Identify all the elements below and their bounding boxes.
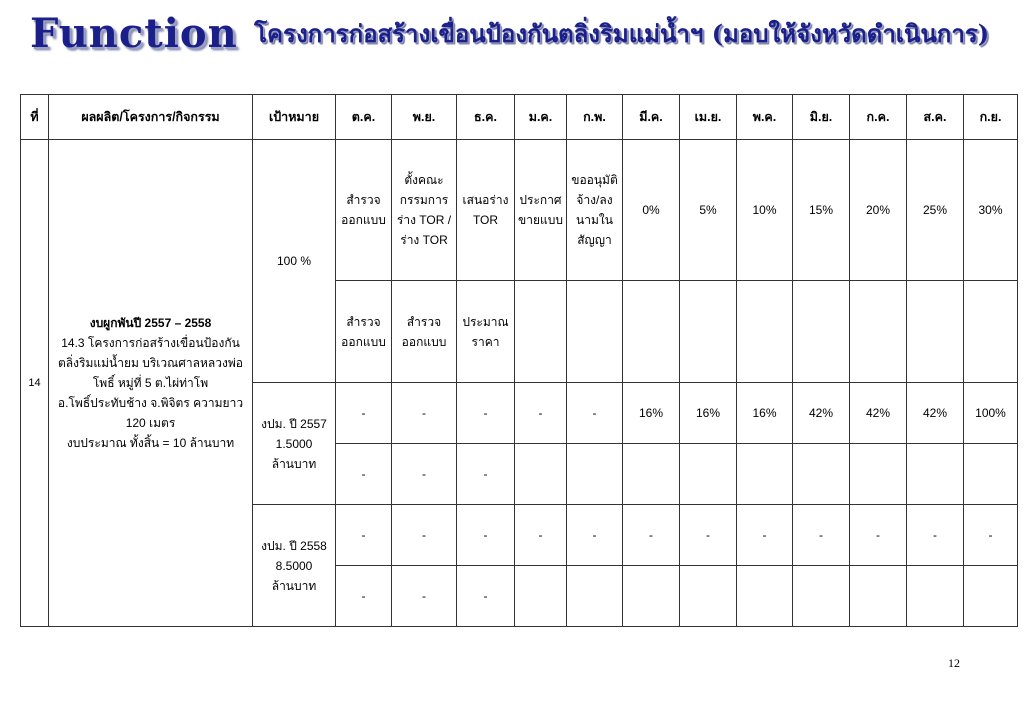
column-header: เม.ย. xyxy=(680,95,737,140)
budget-2557-year: งปม. ปี 2557 xyxy=(261,416,327,431)
month-cell: - xyxy=(392,383,457,444)
column-header: ส.ค. xyxy=(907,95,964,140)
month-cell: - xyxy=(392,566,457,627)
budget-2558-label xyxy=(253,505,336,627)
page-title-bar xyxy=(30,10,989,70)
plan-cell: 25% xyxy=(907,140,964,281)
column-header: เป้าหมาย xyxy=(253,95,336,140)
plan-cell: 10% xyxy=(737,140,793,281)
month-cell xyxy=(964,444,1018,505)
page-subtitle: โครงการก่อสร้างเขื่อนป้องกันตลิ่งริมแม่น้ำฯ (มอบให้จังหวัดดำเนินการ) xyxy=(254,19,990,48)
column-header: มิ.ย. xyxy=(793,95,850,140)
month-cell xyxy=(515,281,567,383)
month-cell: - xyxy=(850,505,907,566)
month-cell: - xyxy=(515,383,567,444)
month-cell: ประมาณราคา xyxy=(457,281,515,383)
month-cell xyxy=(850,444,907,505)
table-row-plan xyxy=(21,140,1018,281)
column-header: ม.ค. xyxy=(515,95,567,140)
budget-2557-amount: 1.5000 xyxy=(275,436,313,451)
month-cell xyxy=(737,444,793,505)
month-cell: สำรวจออกแบบ xyxy=(392,281,457,383)
budget-2557-unit: ล้านบาท xyxy=(271,456,317,471)
month-cell: - xyxy=(392,444,457,505)
month-cell xyxy=(515,566,567,627)
item-budget: งบประมาณ ทั้งสิ้น = 10 ล้านบาท xyxy=(66,436,235,450)
month-cell xyxy=(737,566,793,627)
month-cell: - xyxy=(336,505,392,566)
month-cell xyxy=(515,444,567,505)
column-header: ก.ค. xyxy=(850,95,907,140)
month-cell xyxy=(567,444,623,505)
item-number: 14 xyxy=(21,140,49,627)
item-heading: งบผูกพันปี 2557 – 2558 xyxy=(89,316,212,330)
page-number: 12 xyxy=(948,656,960,670)
month-cell xyxy=(680,444,737,505)
header-row xyxy=(21,95,1018,140)
month-cell: 42% xyxy=(907,383,964,444)
column-header: พ.ย. xyxy=(392,95,457,140)
month-cell: - xyxy=(392,505,457,566)
month-cell xyxy=(850,566,907,627)
month-cell xyxy=(737,281,793,383)
budget-2558-year: งปม. ปี 2558 xyxy=(261,538,327,553)
budget-2558-amount: 8.5000 xyxy=(275,558,313,573)
column-header: พ.ค. xyxy=(737,95,793,140)
month-cell xyxy=(793,444,850,505)
month-cell: - xyxy=(457,566,515,627)
month-cell xyxy=(623,566,680,627)
month-cell: - xyxy=(623,505,680,566)
plan-cell: 0% xyxy=(623,140,680,281)
month-cell xyxy=(567,281,623,383)
month-cell: 42% xyxy=(850,383,907,444)
month-cell: - xyxy=(457,444,515,505)
month-cell: 16% xyxy=(737,383,793,444)
plan-cell: สำรวจออกแบบ xyxy=(336,140,392,281)
month-cell xyxy=(793,281,850,383)
item-project: 14.3 โครงการก่อสร้างเขื่อนป้องกันตลิ่งริมแม่น้ำยม บริเวณศาลหลวงพ่อโพธิ์ หมู่ที่ 5 ต.ไผ่ท่าโพ อ.โพธิ์ประทับช้าง จ.พิจิตร ความยาว 120 เมตร xyxy=(57,336,244,430)
column-header: มี.ค. xyxy=(623,95,680,140)
plan-cell: ตั้งคณะกรรมการร่าง TOR /ร่าง TOR xyxy=(392,140,457,281)
month-cell: 16% xyxy=(680,383,737,444)
month-cell: - xyxy=(336,444,392,505)
month-cell xyxy=(907,281,964,383)
plan-cell: 5% xyxy=(680,140,737,281)
budget-2558-unit: ล้านบาท xyxy=(271,578,317,593)
month-cell xyxy=(907,444,964,505)
plan-cell: 30% xyxy=(964,140,1018,281)
month-cell xyxy=(567,566,623,627)
month-cell: 100% xyxy=(964,383,1018,444)
month-cell: - xyxy=(457,505,515,566)
column-header: ต.ค. xyxy=(336,95,392,140)
month-cell: - xyxy=(907,505,964,566)
target-total: 100 % xyxy=(253,140,336,383)
month-cell: - xyxy=(793,505,850,566)
column-header: ที่ xyxy=(21,95,49,140)
plan-cell: เสนอร่าง TOR xyxy=(457,140,515,281)
month-cell: - xyxy=(680,505,737,566)
month-cell xyxy=(623,444,680,505)
column-header: ธ.ค. xyxy=(457,95,515,140)
month-cell: 16% xyxy=(623,383,680,444)
column-header: ก.ย. xyxy=(964,95,1018,140)
month-cell xyxy=(964,281,1018,383)
month-cell xyxy=(623,281,680,383)
column-header: ก.พ. xyxy=(567,95,623,140)
month-cell xyxy=(907,566,964,627)
month-cell: - xyxy=(457,383,515,444)
month-cell xyxy=(680,281,737,383)
month-cell: - xyxy=(567,505,623,566)
plan-cell: ประกาศขายแบบ xyxy=(515,140,567,281)
month-cell: - xyxy=(737,505,793,566)
month-cell: - xyxy=(336,566,392,627)
month-cell xyxy=(964,566,1018,627)
month-cell: สำรวจออกแบบ xyxy=(336,281,392,383)
month-cell: - xyxy=(964,505,1018,566)
column-header: ผลผลิต/โครงการ/กิจกรรม xyxy=(49,95,253,140)
plan-table xyxy=(20,94,1018,627)
month-cell xyxy=(850,281,907,383)
plan-cell: ขออนุมัติจ้าง/ลงนามในสัญญา xyxy=(567,140,623,281)
month-cell xyxy=(680,566,737,627)
month-cell: - xyxy=(336,383,392,444)
plan-cell: 20% xyxy=(850,140,907,281)
page-title: Function xyxy=(30,10,238,57)
item-description xyxy=(49,140,253,627)
month-cell xyxy=(793,566,850,627)
plan-cell: 15% xyxy=(793,140,850,281)
budget-2557-label xyxy=(253,383,336,505)
month-cell: 42% xyxy=(793,383,850,444)
month-cell: - xyxy=(567,383,623,444)
month-cell: - xyxy=(515,505,567,566)
